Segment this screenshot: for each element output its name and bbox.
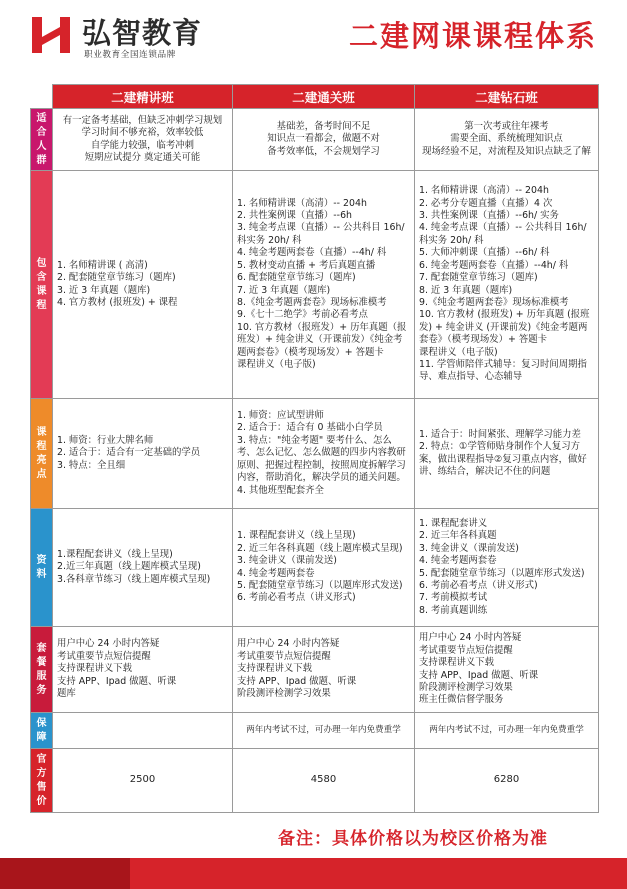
cell-line: 1. 名师精讲课（高清）-- 204h <box>419 185 549 197</box>
cell-line: 支持课程讲义下载 <box>57 663 133 675</box>
cell-line: 1.课程配套讲义（线上呈现) <box>57 548 173 560</box>
cell-line: 1. 课程配套讲义（线上呈现) <box>237 530 356 542</box>
cell-line: 3. 纯金讲义（课前发送) <box>419 542 519 554</box>
row-label: 保障 <box>31 713 53 749</box>
row-label: 课程亮点 <box>31 399 53 509</box>
cell-line: 用户中心 24 小时内答疑 <box>237 638 340 650</box>
cell-line: 5. 配套随堂章节练习（以题库形式发送) <box>237 579 403 591</box>
cell-line: 1. 师资：应试型讲师 <box>237 410 324 422</box>
cell-line: 题库 <box>57 688 76 700</box>
course-table <box>30 84 598 812</box>
cell-line: 6. 纯金考题两套卷（直播）--4h/ 科 <box>419 259 569 271</box>
cell-line: 两年内考试不过，可办理一年内免费重学 <box>429 725 584 736</box>
cell-line: 4580 <box>310 774 337 786</box>
price-note: 备注：具体价格以为校区价格为准 <box>278 829 548 849</box>
table-cell <box>53 399 233 509</box>
cell-line: 9.《纯金考题两套卷》现场标准模考 <box>419 296 569 308</box>
row-highlights <box>31 399 599 509</box>
cell-line: 1. 师资：行业大牌名师 <box>57 434 154 446</box>
cell-line: 6. 配套随堂章节练习（题库) <box>237 272 356 284</box>
cell-line: 备考效率低，不会规划学习 <box>267 145 380 157</box>
table-cell <box>415 171 599 399</box>
cell-line: 支持 APP、Ipad 做题、听课 <box>237 675 357 687</box>
table-cell <box>53 713 233 749</box>
cell-line: 阶段测评检测学习效果 <box>419 681 513 693</box>
cell-line: 9.《七十二绝学》考前必看考点 <box>237 309 368 321</box>
column-header-jingjiang: 二建精讲班 <box>53 85 233 109</box>
cell-line: 支持 APP、Ipad 做题、听课 <box>419 669 539 681</box>
table-cell <box>415 509 599 627</box>
cell-line: 短期应试提分 奠定通关可能 <box>84 151 201 163</box>
cell-line: 4. 纯金考题两套卷 <box>237 567 315 579</box>
column-header-tongguan: 二建通关班 <box>233 85 415 109</box>
cell-line: 3. 特点：全且细 <box>57 459 126 471</box>
row-label: 资料 <box>31 509 53 627</box>
cell-line: 2. 近三年各科真题 <box>419 530 497 542</box>
cell-line: 3. 纯金考点课（直播）-- 公共科目 16h/ 科实务 20h/ 科 <box>237 222 405 246</box>
cell-line: 1. 适合于：时间紧张、理解学习能力差 <box>419 428 581 440</box>
cell-line: 基础差，备考时间不足 <box>276 120 371 132</box>
cell-line: 学习时间不够充裕，效率较低 <box>81 127 204 139</box>
cell-line: 课程讲义（电子版) <box>237 358 316 370</box>
cell-line: 5. 教材变动直播 + 考后真题直播 <box>237 259 376 271</box>
cell-line: 3. 特点："纯金考题" 要考什么、怎么考、怎么记忆、怎么做题的四步内容教研原则、把握过程控制，按照周度拆解学习内容，帮助消化，解决学员的通关问题。 <box>237 434 406 484</box>
brand-name: 弘智教育 <box>82 16 203 50</box>
cell-line: 5. 配套随堂章节练习（以题库形式发送) <box>419 567 585 579</box>
table-cell <box>233 399 415 509</box>
brand-subtitle: 职业教育全国连锁品牌 <box>84 50 176 60</box>
cell-line: 阶段测评检测学习效果 <box>237 688 331 700</box>
cell-line: 5. 大师冲刺课（直播）--6h/ 科 <box>419 247 550 259</box>
cell-line: 8.《纯金考题两套卷》现场标准模考 <box>237 296 387 308</box>
cell-line: 6. 考前必看考点（讲义形式) <box>237 592 356 604</box>
cell-line: 10. 官方教材（报班发）+ 历年真题（报班发）+ 纯金讲义（开课前发）《纯金考题两套卷》（模考现场发）+ 答题卡 <box>237 321 407 358</box>
cell-line: 2500 <box>129 774 156 786</box>
cell-line: 现场经验不足，对流程及知识点缺乏了解 <box>422 145 591 157</box>
cell-line: 1. 名师精讲课（高清）-- 204h <box>237 197 367 209</box>
cell-line: 考试重要节点短信提醒 <box>237 650 331 662</box>
cell-line: 2.近三年真题（线上题库模式呈现) <box>57 561 201 573</box>
cell-line: 4. 其他班型配套齐全 <box>237 484 324 496</box>
cell-line: 6280 <box>493 774 520 786</box>
cell-line: 11. 学管师陪伴式辅导：复习时间周期指导、难点指导、心态辅导 <box>419 358 587 383</box>
cell-line: 4. 官方教材 (报班发) + 课程 <box>57 296 178 308</box>
row-label: 套餐服务 <box>31 627 53 713</box>
table-cell <box>233 171 415 399</box>
cell-line: 课程讲义（电子版) <box>419 346 498 358</box>
cell-line: 2. 共性案例课（直播）--6h <box>237 210 352 222</box>
cell-line: 2. 必考分专题直播（直播）4 次 <box>419 197 553 209</box>
cell-line: 7. 考前模拟考试 <box>419 592 488 604</box>
cell-line: 用户中心 24 小时内答疑 <box>57 638 160 650</box>
cell-line: 需要全面、系统梳理知识点 <box>450 133 563 145</box>
header <box>0 0 627 80</box>
table-cell <box>233 713 415 749</box>
cell-line: 知识点一看都会，做题不对 <box>267 133 380 145</box>
table-corner <box>31 85 53 109</box>
cell-line: 2. 适合于：适合有 0 基础小白学员 <box>237 422 383 434</box>
cell-line: 班主任微信督学服务 <box>419 694 504 706</box>
cell-line: 2. 适合于：适合有一定基础的学员 <box>57 447 201 459</box>
table-cell <box>415 399 599 509</box>
cell-line: 3. 纯金讲义（课前发送) <box>237 555 337 567</box>
cell-line: 2. 配套随堂章节练习（题库) <box>57 272 176 284</box>
table-cell <box>53 509 233 627</box>
cell-line: 1. 课程配套讲义 <box>419 517 488 529</box>
price-cell <box>415 749 599 813</box>
table-cell <box>53 171 233 399</box>
table-cell <box>415 109 599 171</box>
footer-bar <box>0 858 627 889</box>
cell-line: 4. 纯金考题两套卷（直播）--4h/ 科 <box>237 247 387 259</box>
cell-line: 支持课程讲义下载 <box>419 657 495 669</box>
row-label: 包含课程 <box>31 171 53 399</box>
column-header-zuanshi: 二建钻石班 <box>415 85 599 109</box>
row-official-price <box>31 749 599 813</box>
cell-line: 3.各科章节练习（线上题库模式呈现) <box>57 573 211 585</box>
cell-line: 考试重要节点短信提醒 <box>57 650 151 662</box>
cell-line: 4. 纯金考点课（直播）-- 公共科目 16h/ 科实务 20h/ 科 <box>419 222 587 246</box>
cell-line: 3. 共性案例课（直播）--6h/ 实务 <box>419 210 559 222</box>
row-guarantee <box>31 713 599 749</box>
cell-line: 考试重要节点短信提醒 <box>419 644 513 656</box>
price-cell <box>53 749 233 813</box>
cell-line: 两年内考试不过，可办理一年内免费重学 <box>246 725 401 736</box>
cell-line: 3. 近 3 年真题（题库) <box>57 284 151 296</box>
cell-line: 7. 近 3 年真题（题库) <box>237 284 331 296</box>
table-cell <box>415 627 599 713</box>
cell-line: 第一次考或往年裸考 <box>464 120 549 132</box>
table-cell <box>53 109 233 171</box>
cell-line: 用户中心 24 小时内答疑 <box>419 632 522 644</box>
cell-line: 2. 特点：①学管师贴身制作个人复习方案，做出课程指导②复习重点内容，做好讲、练结合，解决记不住的问题 <box>419 441 587 477</box>
cell-line: 2. 近三年各科真题（线上题库模式呈现) <box>237 542 403 554</box>
table-cell <box>53 627 233 713</box>
brand-logo-icon <box>30 15 74 55</box>
table-cell <box>415 713 599 749</box>
cell-line: 支持课程讲义下载 <box>237 663 313 675</box>
price-cell <box>233 749 415 813</box>
row-included-courses <box>31 171 599 399</box>
row-materials <box>31 509 599 627</box>
cell-line: 1. 名师精讲课 ( 高清) <box>57 259 148 271</box>
row-suitable-people <box>31 109 599 171</box>
cell-line: 8. 近 3 年真题（题库) <box>419 284 513 296</box>
row-label: 官方售价 <box>31 749 53 813</box>
row-package-services <box>31 627 599 713</box>
cell-line: 支持 APP、Ipad 做题、听课 <box>57 675 177 687</box>
table-cell <box>233 109 415 171</box>
cell-line: 有一定备考基础，但缺乏冲刺学习规划 <box>62 114 223 126</box>
cell-line: 4. 纯金考题两套卷 <box>419 555 497 567</box>
cell-line: 10. 官方教材 (报班发) + 历年真题 (报班发) + 纯金讲义 (开课前发)《纯金考题两套卷》（模考现场发）+ 答题卡 <box>419 309 590 346</box>
cell-line: 自学能力较强，临考冲刺 <box>90 139 195 151</box>
row-label: 适合人群 <box>31 109 53 171</box>
page-title: 二建网课课程体系 <box>348 19 597 53</box>
table-cell <box>233 627 415 713</box>
table-cell <box>233 509 415 627</box>
cell-line: 8. 考前真题训练 <box>419 604 488 616</box>
cell-line: 7. 配套随堂章节练习（题库) <box>419 272 538 284</box>
cell-line: 6. 考前必看考点（讲义形式) <box>419 579 538 591</box>
